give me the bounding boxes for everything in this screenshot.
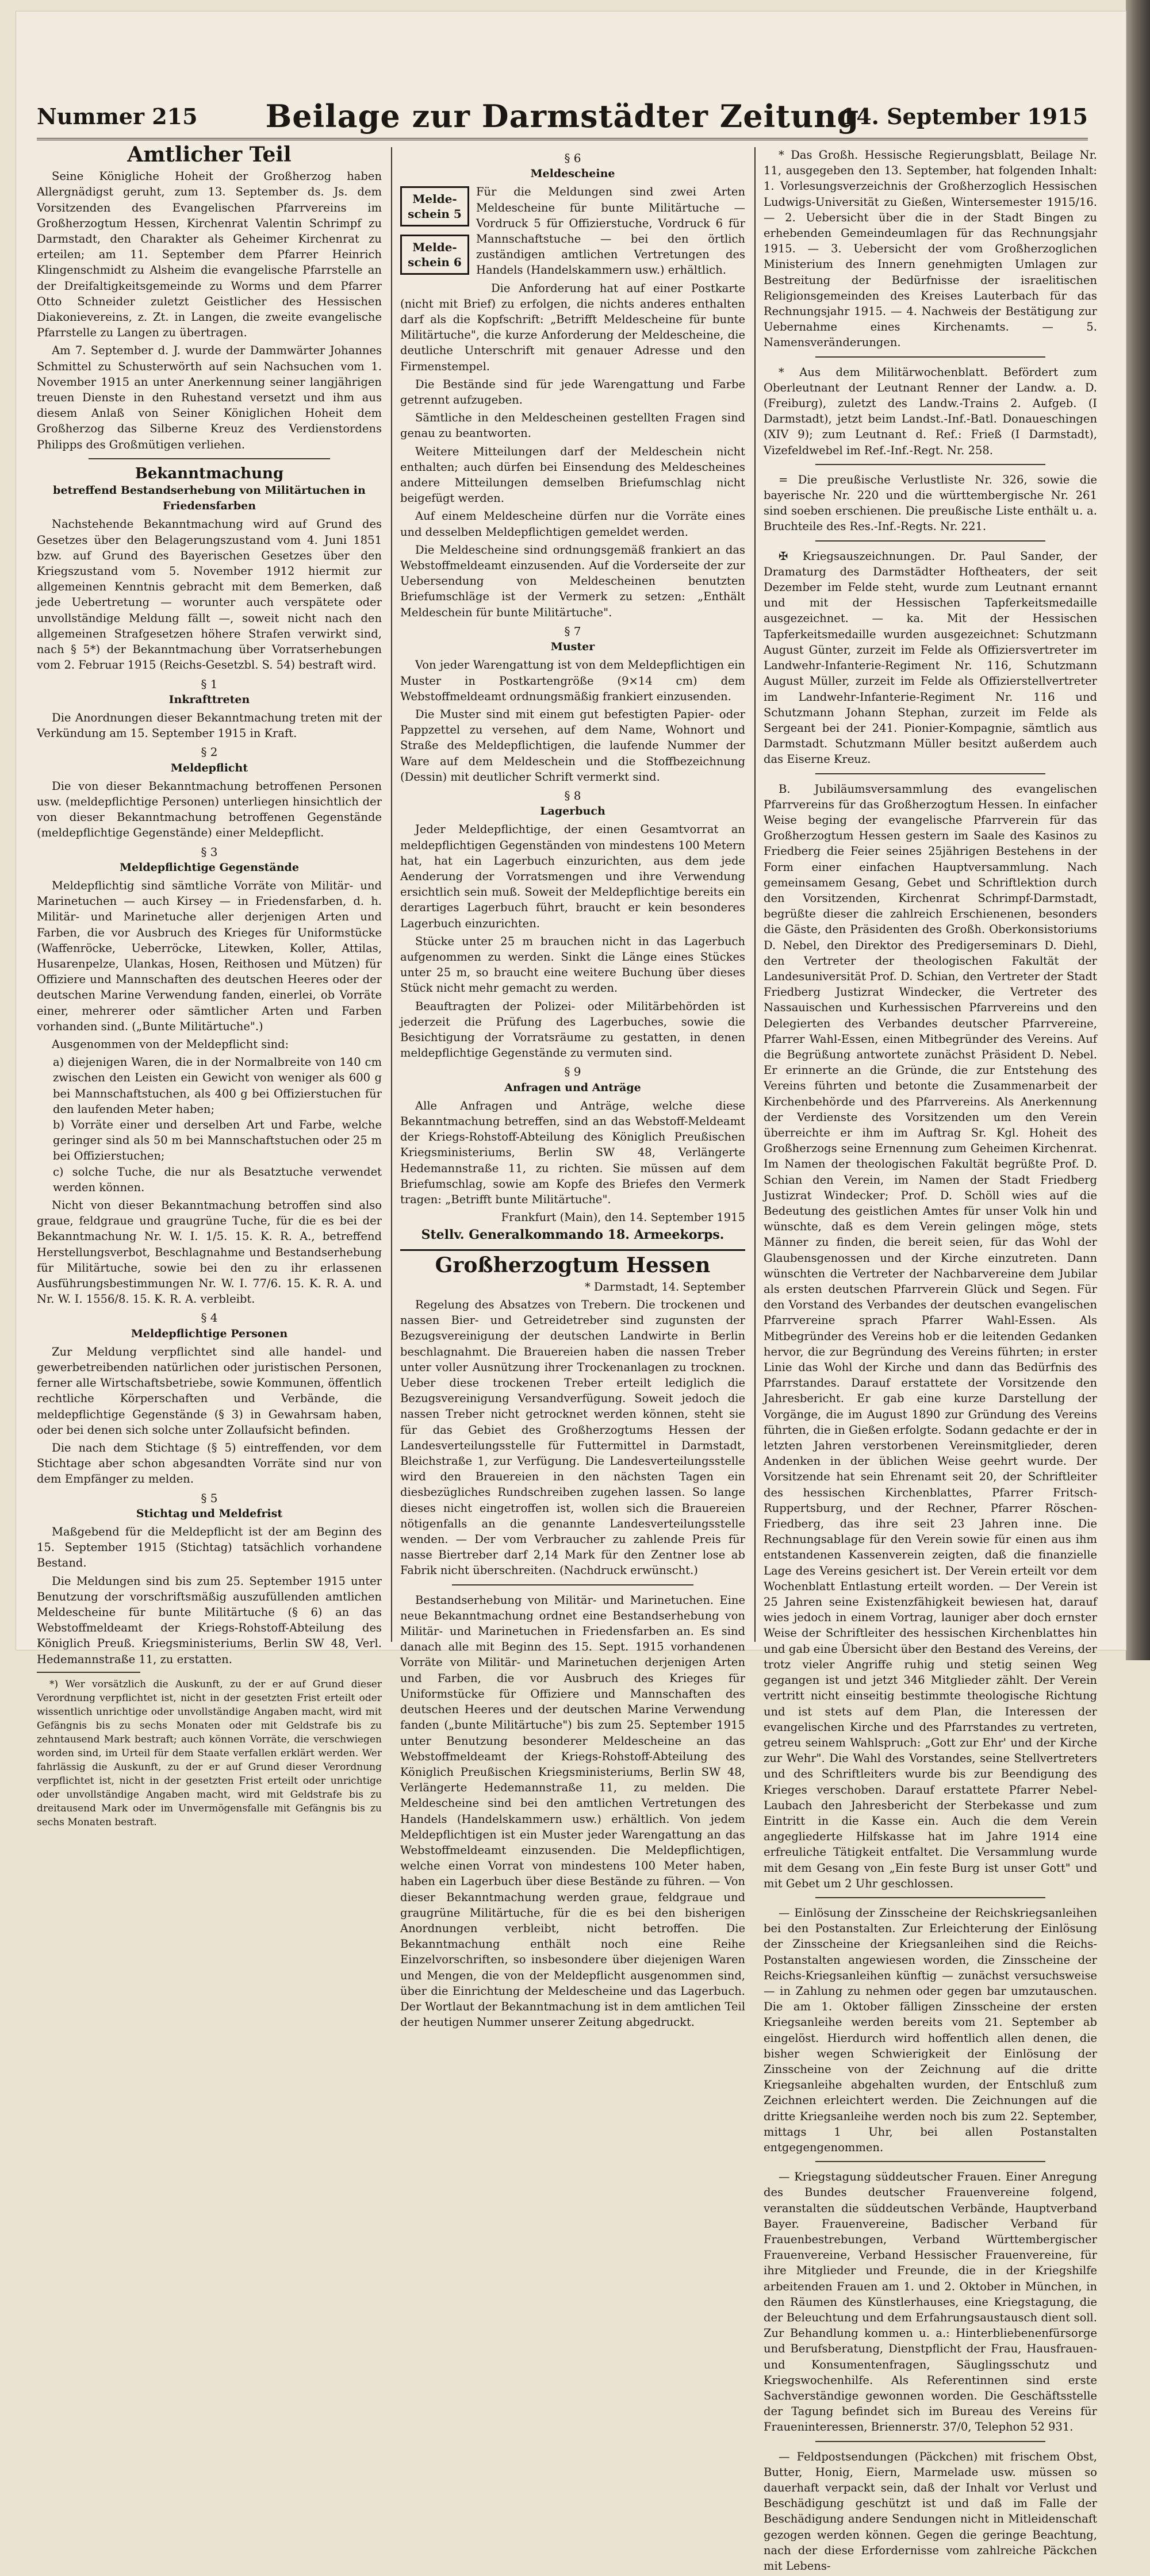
article-paragraph: Stücke unter 25 m brauchen nicht in das Lagerbuch aufgenommen zu werden. Sinkt die Länge eines Stückes unter 25 m, so braucht eine weitere Buchung über dieses Stück nicht mehr gemacht zu werden.	[400, 934, 745, 995]
article-paragraph: Ausgenommen von der Meldepflicht sind:	[52, 1037, 289, 1051]
article-paragraph: Bestandserhebung von Militär- und Marinetuchen. Eine neue Bekanntmachung ordnet eine Bestandserhebung von Militär- und Marinetuchen in Friedensfarben an. Es sind danach alle mit Beginn des 15. Sept. 1915 vorhandenen Vorräte von Militär- und Marinetuchen derjenigen Arten und Farben, die vor Ausbruch des Krieges für Uniformstücke für Offiziere und Mannschaften des deutschen Heeres und der deutschen Marine Verwendung fanden („bunte Militärtuche") bis zum 25. September 1915 unter Benutzung besonderer Meldescheine an das Webstoffmeldeamt der Kriegs-Rohstoff-Abteilung des Königlich Preußischen Kriegsministeriums, Berlin SW 48, Verlängerte Hedemannstraße 11, zu melden. Die Meldescheine sind bei den amtlichen Vertretungen des Handels (Handelskammern usw.) erhältlich. Von jedem Meldepflichtigen ist ein Muster jeder Warengattung an das Webstoffmeldeamt einzusenden. Die Meldepflichtigen, welche einen Vorrat von mindestens 100 Meter haben, haben ein Lagerbuch über diese Bestände zu führen. — Von dieser Bekanntmachung werden graue, feldgraue und graugrüne Militärtuche, für die es bei den bisherigen Anordnungen verbleibt, nicht betroffen. Die Bekanntmachung enthält noch eine Reihe Einzelvorschriften, so insbesondere über diejenigen Waren und Mengen, die von der Meldepflicht ausgenommen sind, über die Einrichtung der Meldescheine und das Lagerbuch. Der Wortlaut der Bekanntmachung ist in dem amtlichen Teil der heutigen Nummer unserer Zeitung abgedruckt.	[400, 1593, 745, 2029]
section-number: § 3	[201, 844, 218, 859]
divider	[89, 458, 330, 459]
newspaper-page	[16, 11, 1126, 2573]
column-1	[37, 143, 382, 1832]
article-paragraph: Meldepflichtig sind sämtliche Vorräte von Militär- und Marinetuchen — auch Kirsey — in Friedensfarben, d. h. Militär- und Marinetuche aller derjenigen Arten und Farben, die vor Ausbruch des Krieges für Uniformstücke (Waffenröcke, Ueberröcke, Litewken, Koller, Attilas, Husarenpelze, Ulankas, Hosen, Reithosen und Mützen) für Offiziere und Mannschaften des deutschen Heeres oder der deutschen Marine Verwendung fanden, einerlei, ob Vorräte einer, mehrerer oder sämtlicher Arten und Farben vorhanden sind. („Bunte Militärtuche".)	[37, 878, 382, 1033]
article-paragraph: — Feldpostsendungen (Päckchen) mit frischem Obst, Butter, Honig, Eiern, Marmelade usw. müssen so dauerhaft verpackt sein, daß der Inhalt vor Verlust und Beschädigung geschützt ist und daß im Falle der Beschädigung andere Sendungen nicht in Mitleidenschaft gezogen werden können. Gegen die geringe Beachtung, nach der diese Erfordernisse vom zahlreiche Päckchen mit Lebens-	[764, 2450, 1097, 2573]
article-paragraph: Die Anordnungen dieser Bekanntmachung treten mit der Verkündung am 15. September 1915 in Kraft.	[37, 711, 382, 740]
divider	[452, 1584, 693, 1585]
column-2	[400, 147, 745, 2032]
section-title: Meldepflichtige Gegenstände	[120, 861, 299, 874]
dateline: * Darmstadt, 14. September	[584, 1280, 745, 1293]
form-6-box: Melde-schein 6	[400, 235, 469, 275]
signature: Stellv. Generalkommando 18. Armeekorps.	[421, 1227, 724, 1243]
article-paragraph: Die Bestände sind für jede Warengattung und Farbe getrennt aufzugeben.	[400, 377, 745, 407]
article-paragraph: Nachstehende Bekanntmachung wird auf Grund des Gesetzes über den Belagerungszustand vom 4. Juni 1851 bzw. auf Grund des Bayerischen Gesetzes über den Kriegszustand vom 5. November 1912 hiermit zur allgemeinen Kenntnis gebracht mit dem Bemerken, daß jede Uebertretung — worunter auch verspätete oder unvollständige Meldung fällt —, soweit nicht nach den allgemeinen Strafgesetzen höhere Strafen verwirkt sind, nach § 5*) der Bekanntmachung über Vorratserhebungen vom 2. Februar 1915 (Reichs-Gesetzbl. S. 54) bestraft wird.	[37, 517, 382, 672]
article-paragraph: Von jeder Warengattung ist von dem Meldepflichtigen ein Muster in Postkartengröße (9×14 cm) dem Webstoffmeldeamt ordnungsmäßig frankiert einzusenden.	[400, 658, 745, 703]
section-title: Inkrafttreten	[168, 693, 250, 706]
section-title: Meldepflicht	[170, 761, 248, 774]
section-title: Meldepflichtige Personen	[131, 1327, 288, 1340]
masthead	[37, 98, 1088, 140]
article-paragraph: Weitere Mitteilungen darf der Meldeschein nicht enthalten; auch dürfen bei Einsendung des Meldescheines andere Mitteilungen demselben Briefumschlag nicht beigefügt werden.	[400, 444, 745, 505]
notice-title: Bekanntmachung	[135, 464, 284, 482]
divider	[815, 2161, 1045, 2162]
article-paragraph: B. Jubiläumsversammlung des evangelischen Pfarrvereins für das Großherzogtum Hessen. In einfacher Weise beging der evangelische Pfarrverein für das Großherzogtum Hessen gestern im Saale des Kasinos zu Friedberg die Feier seines 25jährigen Bestehens in der Form einer einfachen Hauptversammlung. Nach gemeinsamem Gesang, Gebet und Schriftlektion durch den Vorsitzenden, Kirchenrat Schrimpf-Darmstadt, begrüßte dieser die zahlreich Erschienenen, besonders die Gäste, den Präsidenten des Großh. Oberkonsistoriums D. Nebel, den Direktor des Predigerseminars D. Diehl, den Vertreter der theologischen Fakultät der Landesuniversität Prof. D. Schian, den Vertreter der Stadt Friedberg Justizrat Windecker, die Vertreter des Nassauischen und Kurhessischen Pfarrvereins und den Delegierten des Verbandes deutscher Pfarrvereine, Pfarrer Wahl-Essen, einen Mitbegründer des Vereins. Auf die Begrüßung antwortete zunächst Präsident D. Nebel. Er erinnerte an die Gründe, die zur Entstehung des Vereins führten und betonte die Zusammenarbeit der Kirchenbehörde und des Pfarrvereins. Als Anerkennung der Verdienste des Vorsitzenden um den Verein überreichte er ihm im Auftrag Sr. Kgl. Hoheit des Großherzogs seine Ernennung zum Geheimen Kirchenrat. Im Namen der theologischen Fakultät begrüßte Prof. D. Schian den Verein, im Namen der Stadt Friedberg Justizrat Windecker; Prof. D. Schöll wies auf die Bedeutung des geistlichen Amtes für unser Volk hin und wünschte, daß es dem Verein gelingen möge, stets Männer zu finden, die bereit seien, für das Wohl der Glaubensgenossen und der Kirche einzutreten. Dann wünschten die Vertreter der Nachbarvereine dem Jubilar als ersten deutschen Pfarrverein Glück und Segen. Für den Vorstand des Verbandes der deutschen evangelischen Pfarrvereine sprach Pfarrer Wahl-Essen. Als Mitbegründer des Vereins hob er die leitenden Gedanken hervor, die zur Begründung des Vereins führten; in erster Linie das Wohl der Kirche und dann das Bedürfnis des Pfarrstandes. Darauf erstattete der Vorsitzende den Jahresbericht. Er gab eine kurze Darstellung der Vorgänge, die im August 1890 zur Gründung des Vereins führten, die in Gießen erfolgte. Sodann gedachte er der in letzten Jahren verstorbenen Vereinsmitglieder, deren Andenken in der üblichen Weise geehrt wurde. Der Vorsitzende hat sein Ehrenamt seit 20, der Schriftleiter des hessischen Kirchenblattes, Pfarrer Fritsch-Ruppertsburg, und der Rechner, Pfarrer Röschen-Friedberg, das ihre seit 23 Jahren inne. Die Rechnungsablage für den Verein sowie für einen aus ihm entstandenen Kassenverein zeigten, daß die finanzielle Lage des Vereins gesichert ist. Der Verein erteilt vor dem Wochenblatt Entlastung erteilt worden. — Der Verein ist 25 Jahren seine Existenzfähigkeit bewiesen hat, darauf wies jedoch in einem Vortrag, launiger aber doch ernster Weise der Schriftleiter des hessischen Kirchenblattes hin und gab eine Übersicht über den Bestand des Vereins, der trotz vieler Angriffe ruhig und stetig seinen Weg gegangen ist und jetzt 346 Mitglieder zählt. Der Verein vertritt nicht einseitig bestimmte theologische Richtung und ist stets auf dem Plan, die Interessen der evangelischen Kirche und des Pfarrstandes zu vertreten, getreu seinem Wahlspruch: „Gott zur Ehr' und der Kirche zur Wehr". Die Wahl des Vorstandes, seine Stellvertreters und des Schriftleiters wurde bis zur Beendigung des Krieges verschoben. Darauf erstattete Pfarrer Nebel-Laubach den Jahresbericht der Sterbekasse und zum Eintritt in die Kasse ein. Auch die dem Verein angegliederte Hilfskasse hat im Jahre 1914 eine erfreuliche Tätigkeit entfaltet. Die Versammlung wurde mit dem Gesang von „Ein feste Burg ist unser Gott" und mit Gebet um 2 Uhr geschlossen.	[764, 782, 1097, 1890]
column-3	[764, 147, 1097, 2576]
section-heading: Großherzogtum Hessen	[435, 1253, 711, 1277]
section-number: § 7	[564, 624, 581, 638]
notice-subtitle: betreffend Bestandserhebung von Militärtuchen in Friedensfarben	[53, 484, 366, 513]
article-paragraph: Jeder Meldepflichtige, der einen Gesamtvorrat an meldepflichtigen Gegenständen von mindestens 100 Metern hat, hat ein Lagerbuch einzurichten, aus dem jede Aenderung der Vorratsmengen und ihre Verwendung ersichtlich sein muß. Soweit der Meldepflichtige bereits ein derartiges Lagerbuch führt, braucht er kein besonderes Lagerbuch einzurichten.	[400, 823, 745, 930]
form-boxes	[400, 186, 469, 283]
place-date: Frankfurt (Main), den 14. September 1915	[501, 1211, 745, 1224]
article-paragraph: — Kriegstagung süddeutscher Frauen. Einer Anregung des Bundes deutscher Frauenvereine folgend, veranstalten die süddeutschen Verbände, Hauptverband Bayer. Frauenvereine, Badischer Verband für Frauenbestrebungen, Verband Württembergischer Frauenvereine, Verband Hessischer Frauenvereine, für ihre Mitglieder und Freunde, die in der Kriegshilfe arbeitenden Frauen am 1. und 2. Oktober in München, in den Räumen des Künstlerhauses, eine Kriegstagung, die der Beleuchtung und dem Erfahrungsaustausch dient soll. Zur Behandlung kommen u. a.: Hinterbliebenenfürsorge und Berufsberatung, Dienstpflicht der Frau, Hausfrauen- und Konsumentenfragen, Säuglingsschutz und Kriegswochenhilfe. Als Referentinnen sind erste Sachverständige gewonnen worden. Die Geschäftsstelle der Tagung befindet sich im Bureau des Vereins für Fraueninteressen, Briennerstr. 37/0, Telephon 52 931.	[764, 2170, 1097, 2434]
article-paragraph: Am 7. September d. J. wurde der Dammwärter Johannes Schmittel zu Schusterwörth auf sein Nachsuchen vom 1. November 1915 an unter Anerkennung seiner langjährigen treuen Dienste in den Ruhestand versetzt und ihm aus diesem Anlaß von Seiner Königlichen Hoheit dem Großherzog das Silberne Kreuz des Verdienstordens Philipps des Großmütigen verliehen.	[37, 344, 382, 451]
footnote-rule	[37, 1672, 140, 1673]
article-paragraph: = Die preußische Verlustliste Nr. 326, sowie die bayerische Nr. 220 und die württembergische Nr. 261 sind soeben erschienen. Die preußische Liste enthält u. a. Bruchteile des Res.-Inf.-Regts. Nr. 221.	[764, 473, 1097, 533]
article-paragraph: — Einlösung der Zinsscheine der Reichskriegsanleihen bei den Postanstalten. Zur Erleichterung der Einlösung der Zinsscheine der Kriegsanleihen sind die Reichs-Postanstalten angewiesen worden, die Zinsscheine der Reichs-Kriegsanleihen künftig — zunächst versuchsweise — in Zahlung zu nehmen oder gegen bar umzutauschen. Die am 1. Oktober fälligen Zinsscheine der ersten Kriegsanleihe werden bereits vom 21. September ab eingelöst. Hierdurch wird hoffentlich allen denen, die bisher wegen Schwierigkeit der Einlösung der Zinsscheine von der Zeichnung auf die dritte Kriegsanleihe abgehalten wurden, der Entschluß zum Zeichnen erleichtert werden. Die Zeichnungen auf die dritte Kriegsanleihe werden noch bis zum 22. September, mittags 1 Uhr, bei allen Postanstalten entgegengenommen.	[764, 1906, 1097, 2154]
section-number: § 2	[201, 745, 218, 759]
divider	[815, 540, 1045, 542]
article-paragraph: Regelung des Absatzes von Trebern. Die trockenen und nassen Bier- und Getreidetreber sind zugunsten der Bezugsvereinigung der deutschen Landwirte in Berlin beschlagnahmt. Die Brauereien haben die nassen Treber unter voller Ausnützung ihrer Trockenanlagen zu trocknen. Ueber diese trockenen Treber erteilt lediglich die Bezugsvereinigung Versandverfügung. Soweit jedoch die nassen Treber nicht getrocknet werden können, steht sie für das Gebiet des Großherzogtums Hessen der Landesverteilungsstelle für Futtermittel in Darmstadt, Bleichstraße 1, zur Verfügung. Die Landesverteilungsstelle wird den Brauereien in den nächsten Tagen ein diesbezügliches Rundschreiben zugehen lassen. So lange dieses nicht eingetroffen ist, wollen sich die Brauereien nötigenfalls an die genannte Landesverteilungsstelle wenden. — Der vom Verbraucher zu zahlende Preis für nasse Biertreber darf 2,14 Mark für den Zentner lose ab Fabrik nicht überschreiten. (Nachdruck erwünscht.)	[400, 1298, 745, 1577]
exemption-list	[37, 1054, 382, 1195]
article-paragraph: Die nach dem Stichtage (§ 5) eintreffenden, vor dem Stichtage aber schon abgesandten Vorräte sind nur von dem Empfänger zu melden.	[37, 1441, 382, 1486]
article-paragraph: ✠ Kriegsauszeichnungen. Dr. Paul Sander, der Dramaturg des Darmstädter Hoftheaters, der seit Dezember im Felde steht, wurde zum Leutnant ernannt und mit der Hessischen Tapferkeitsmedaille ausgezeichnet. — ka. Mit der Hessischen Tapferkeitsmedaille wurden ausgezeichnet: Schutzmann August Günter, zurzeit im Felde als Offiziersvertreter im Landwehr-Infanterie-Regiment Nr. 116, Schutzmann August Müller, zurzeit im Felde als Offizierstellvertreter im Landwehr-Infanterie-Regiment Nr. 116 und Schutzmann Johann Stephan, zurzeit im Felde als Sergeant bei der 241. Pionier-Kompagnie, sämtlich aus Darmstadt. Schutzmann Müller besitzt außerdem auch das Eiserne Kreuz.	[764, 549, 1097, 766]
issue-date: 14. September 1915	[841, 103, 1088, 129]
section-title: Muster	[550, 640, 595, 654]
article-paragraph: Für die Meldungen sind zwei Arten Meldescheine für bunte Militärtuche — Vordruck 5 für Offizierstuche, Vordruck 6 für Mannschaftstuche — bei den örtlich zuständigen amtlichen Vertretungen des Handels (Handelskammern usw.) erhältlich.	[476, 185, 745, 277]
section-title: Stichtag und Meldefrist	[136, 1507, 283, 1520]
divider	[815, 773, 1045, 774]
section-heading: Amtlicher Teil	[127, 143, 292, 167]
list-item: b) Vorräte einer und derselben Art und Farbe, welche geringer sind als 50 m bei Mannschaftstuchen oder 25 m bei Offizierstuchen;	[53, 1118, 382, 1163]
article-paragraph: Die von dieser Bekanntmachung betroffenen Personen usw. (meldepflichtige Personen) unterliegen hinsichtlich der von dieser Bekanntmachung betroffenen Gegenstände (meldepflichtige Gegenstände) einer Meldepflicht.	[37, 779, 382, 840]
newspaper-title: Beilage zur Darmstädter Zeitung	[265, 98, 860, 135]
footnote: *) Wer vorsätzlich die Auskunft, zu der er auf Grund dieser Verordnung verpflichtet ist, nicht in der gesetzten Frist erteilt oder wissentlich unrichtige oder unvollständige Angaben macht, wird mit Gefängnis bis zu sechs Monaten oder mit Geldstrafe bis zu zehntausend Mark bestraft; auch können Vorräte, die verschwiegen worden sind, im Urteil für dem Staate verfallen erklärt werden. Wer fahrlässig die Auskunft, zu der er auf Grund dieser Verordnung verpflichtet ist, nicht in der gesetzten Frist erteilt oder unrichtige oder unvollständige Angaben macht, wird mit Geldstrafe bis zu dreitausend Mark oder im Unvermögensfalle mit Gefängnis bis zu sechs Monaten bestraft.	[37, 1678, 382, 1828]
article-paragraph: Auf einem Meldescheine dürfen nur die Vorräte eines und desselben Meldepflichtigen gemeldet werden.	[400, 509, 745, 539]
article-paragraph: * Aus dem Militärwochenblatt. Befördert zum Oberleutnant der Leutnant Renner der Landw. a. D. (Freiburg), zuletzt des Landw.-Trains 2. Aufgeb. (I Darmstadt), jetzt beim Landst.-Inf.-Batl. Donaueschingen (XIV 9); zum Leutnant d. Ref.: Frieß (I Darmstadt), Vizefeldwebel im Ref.-Inf.-Regt. Nr. 258.	[764, 365, 1097, 457]
section-title: Anfragen und Anträge	[504, 1081, 641, 1094]
divider	[400, 1249, 745, 1251]
section-number: § 6	[564, 151, 581, 165]
article-paragraph: Seine Königliche Hoheit der Großherzog haben Allergnädigst geruht, zum 13. September ds. Js. dem Vorsitzenden des Evangelischen Pfarrvereins im Großherzogtum Hessen, Kirchenrat Valentin Schrimpf zu Darmstadt, den Charakter als Geheimer Kirchenrat zu erteilen; am 11. September dem Pfarrer Heinrich Klingenschmidt zu Alsheim die evangelische Pfarrstelle an der Dreifaltigkeitsgemeinde zu Worms und dem Pfarrer Otto Schneider zuletzt Geistlicher des Hessischen Diakonievereins, z. Zt. in Langen, die zweite evangelische Pfarrstelle zu Langen zu übertragen.	[37, 170, 382, 340]
divider	[815, 2441, 1045, 2442]
section-title: Meldescheine	[530, 167, 615, 181]
scan-edge	[1126, 0, 1150, 1660]
article-paragraph: * Das Großh. Hessische Regierungsblatt, Beilage Nr. 11, ausgegeben den 13. September, hat folgenden Inhalt: 1. Vorlesungsverzeichnis der Großherzoglich Hessischen Ludwigs-Universität zu Gießen, Wintersemester 1915/16. — 2. Uebersicht über die in der Stadt Bingen zu erhebenden Gemeindeumlagen für das Rechnungsjahr 1915. — 3. Uebersicht der vom Großherzoglichen Ministerium des Innern genehmigten Umlagen zur Bestreitung der Bedürfnisse der israelitischen Religionsgemeinden des Kreises Lauterbach für das Rechnungsjahr 1915. — 4. Nachweis der Bestätigung zur Uebernahme eines Kirchenamts. — 5. Namensveränderungen.	[764, 148, 1097, 350]
article-paragraph: Nicht von dieser Bekanntmachung betroffen sind also graue, feldgraue und graugrüne Tuche, für die es bei der Bekanntmachung Nr. W. I. 1/5. 15. K. R. A., betreffend Herstellungsverbot, Beschlagnahme und Bestandserhebung für Militärtuche, sowie bei den zu ihr erlassenen Ausführungsbestimmungen Nr. W. I. 77/6. 15. K. R. A. und Nr. W. I. 1556/8. 15. K. R. A. verbleibt.	[37, 1199, 382, 1306]
article-paragraph: Zur Meldung verpflichtet sind alle handel- und gewerbetreibenden natürlichen oder juristischen Personen, ferner alle Wirtschaftsbetriebe, sowie Kommunen, öffentlich rechtliche Körperschaften und Verbände, die meldepflichtige Gegenstände (§ 3) in Gewahrsam haben, oder bei denen sich solche unter Zollaufsicht befinden.	[37, 1345, 382, 1437]
article-paragraph: Die Meldungen sind bis zum 25. September 1915 unter Benutzung der vorschriftsmäßig auszufüllenden amtlichen Meldescheine für bunte Militärtuche (§ 6) an das Webstoffmeldeamt der Kriegs-Rohstoff-Abteilung des Königlich Preuß. Kriegsministeriums, Berlin SW 48, Verl. Hedemannstraße 11, zu erstatten.	[37, 1574, 382, 1666]
section-number: § 5	[201, 1491, 218, 1505]
divider	[815, 1897, 1045, 1898]
article-paragraph: Die Meldescheine sind ordnungsgemäß frankiert an das Webstoffmeldeamt einzusenden. Auf die Vorderseite der zur Uebersendung von Meldescheinen benutzten Briefumschläge ist der Vermerk zu setzen: „Enthält Meldeschein für bunte Militärtuche".	[400, 543, 745, 619]
article-paragraph: Alle Anfragen und Anträge, welche diese Bekanntmachung betreffen, sind an das Webstoff-Meldeamt der Kriegs-Rohstoff-Abteilung des Königlich Preußischen Kriegsministeriums, Berlin SW 48, Verlängerte Hedemannstraße 11, zu richten. Sie müssen auf dem Briefumschlag, sowie am Kopfe des Briefes den Vermerk tragen: „Betrifft bunte Militärtuche".	[400, 1099, 745, 1206]
section-number: § 9	[564, 1065, 581, 1079]
section-number: § 8	[564, 788, 581, 803]
article-paragraph: Sämtliche in den Meldescheinen gestellten Fragen sind genau zu beantworten.	[400, 411, 745, 440]
article-paragraph: Maßgebend für die Meldepflicht ist der am Beginn des 15. September 1915 (Stichtag) tatsächlich vorhandene Bestand.	[37, 1525, 382, 1570]
form-5-box: Melde-schein 5	[400, 186, 469, 226]
list-item: a) diejenigen Waren, die in der Normalbreite von 140 cm zwischen den Leisten ein Gewicht von weniger als 600 g bei Mannschaftstuchen, als 400 g bei Offizierstuchen für den laufenden Meter haben;	[53, 1055, 382, 1116]
divider	[815, 356, 1045, 358]
column-rule	[391, 147, 392, 1642]
section-number: § 4	[201, 1311, 218, 1325]
issue-number: Nummer 215	[37, 103, 198, 129]
column-rule	[754, 147, 756, 1642]
list-item: c) solche Tuche, die nur als Besatztuche verwendet werden können.	[53, 1165, 382, 1194]
article-paragraph: Beauftragten der Polizei- oder Militärbehörden ist jederzeit die Prüfung des Lagerbuches, sowie die Besichtigung der Vorratsräume zu gestatten, in denen meldepflichtige Gegenstände zu vermuten sind.	[400, 999, 745, 1060]
article-paragraph: Die Muster sind mit einem gut befestigten Papier- oder Pappzettel zu versehen, auf dem Name, Wohnort und Straße des Meldepflichtigen, die laufende Nummer der Ware auf dem Meldeschein und die Stoffbezeichnung (Dessin) mit deutlicher Schrift vermerkt sind.	[400, 707, 745, 784]
divider	[815, 464, 1045, 465]
section-title: Lagerbuch	[540, 805, 605, 818]
article-paragraph: Die Anforderung hat auf einer Postkarte (nicht mit Brief) zu erfolgen, die nichts anderes enthalten darf als die Kopfschrift: „Betrifft Meldescheine für bunte Militärtuche", die kurze Anforderung der Meldescheine, die deutliche Unterschrift mit genauer Adresse und den Firmenstempel.	[400, 281, 745, 373]
section-number: § 1	[201, 677, 218, 691]
